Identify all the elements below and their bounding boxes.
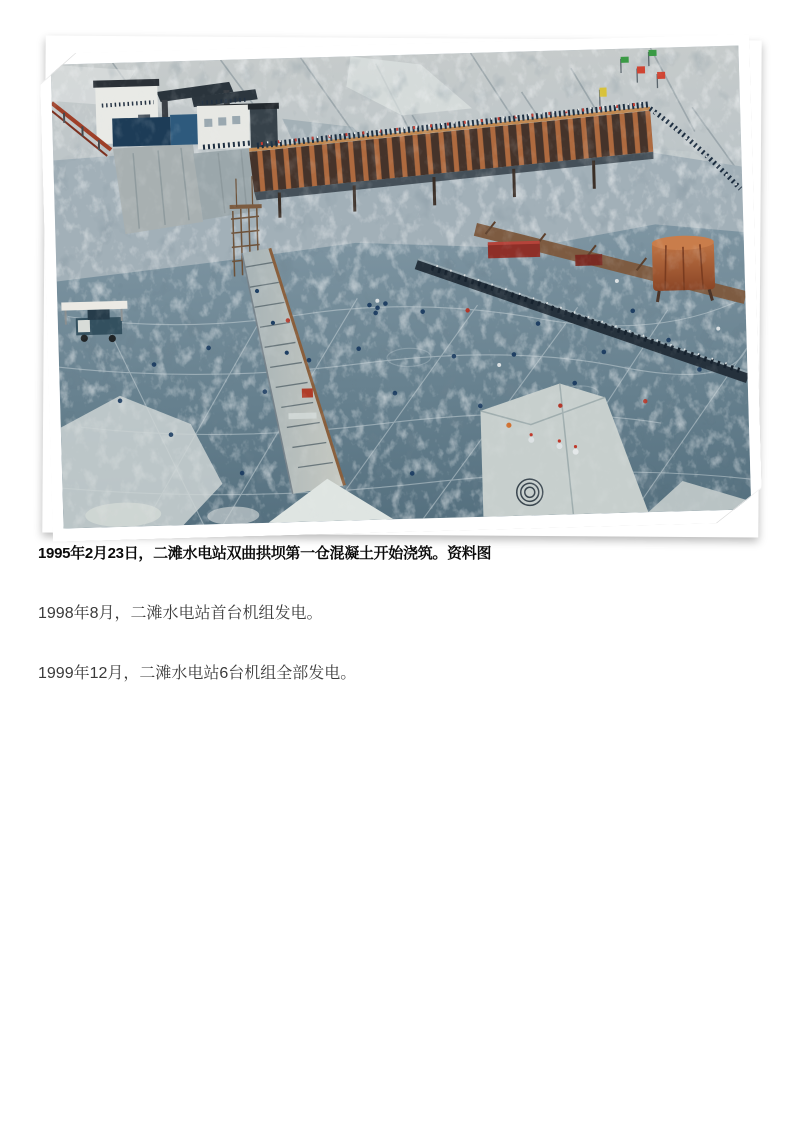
photo-caption: 1995年2月23日，二滩水电站双曲拱坝第一仓混凝土开始浇筑。资料图 <box>38 545 492 562</box>
photo-grain-overlay <box>51 45 752 528</box>
body-paragraph-1998: 1998年8月，二滩水电站首台机组发电。 <box>38 605 323 622</box>
body-paragraph-1999: 1999年12月，二滩水电站6台机组全部发电。 <box>38 665 357 682</box>
photo-illustration <box>51 45 752 528</box>
photo-frame <box>39 34 762 542</box>
dam-construction-photo <box>51 45 752 528</box>
